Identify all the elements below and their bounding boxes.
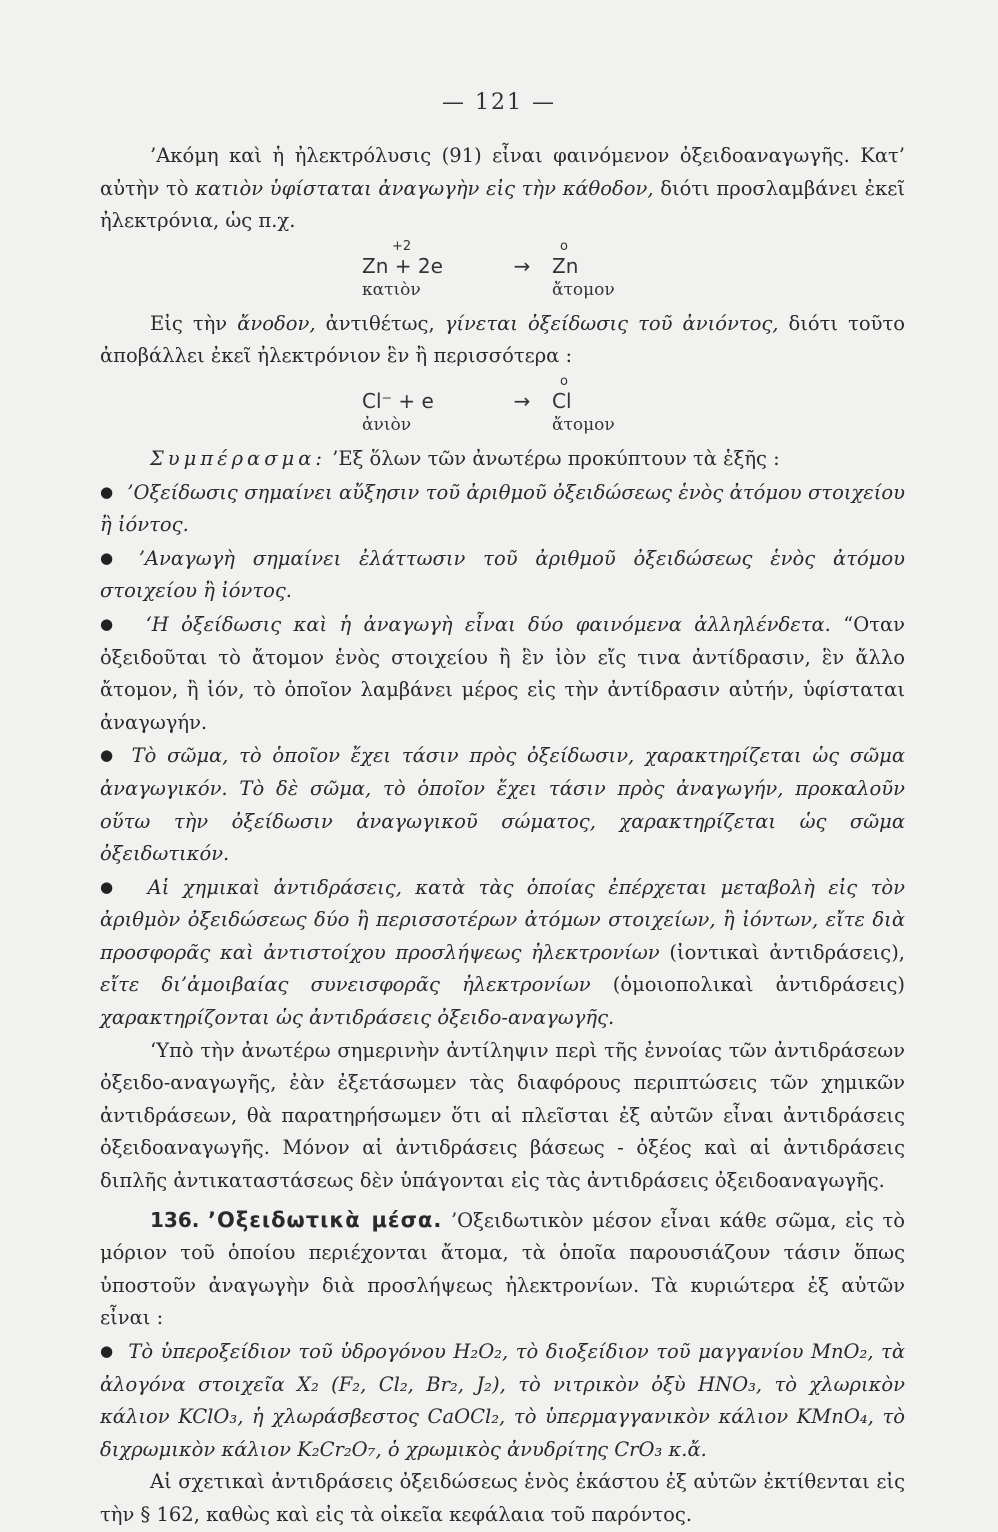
bullet-text: ’Οξείδωσις σημαίνει αὔξησιν τοῦ ἀριθμοῦ ὀξειδώσεως ἑνὸς ἀτόμου στοιχείου ἢ ἰόντος. [100, 480, 905, 537]
italic-span: Αἱ χημικαὶ ἀντιδράσεις, κατὰ τὰς ὁποίας ἐπέρχεται μεταβολὴ εἰς τὸν ἀριθμὸν ὀξειδώσεως δύο ἢ περισσοτέρων ἀτόμων στοιχείων, ἢ ἰόντων, εἴτε διὰ προσφορᾶς καὶ ἀντιστοίχου προσλήψεως ἠλεκτρονίων [100, 875, 905, 964]
bullet-text: Τὸ ὑπεροξείδιον τοῦ ὑδρογόνου H₂O₂, τὸ διοξείδιον τοῦ μαγγανίου MnO₂, τὰ ἀλογόνα στοιχεῖα X₂ (F₂, Cl₂, Br₂, J₂), τὸ νιτρικὸν ὀξὺ HNO₃, τὸ χλωρικὸν κάλιον KClO₃, ἡ χλωράσβεστος CaOCl₂, τὸ ὑπερμαγγανικὸν κάλιον KMnO₄, τὸ διχρωμικὸν κάλιον K₂Cr₂O₇, ὁ χρωμικὸς ἀνυδρίτης CrO₃ κ.ἄ. [100, 1340, 905, 1461]
text-span: διότι προσλαμβάνει ἐκεῖ ἠλεκτρόνια, ὡς π.χ. [100, 176, 906, 233]
equation-chlorine [362, 375, 905, 437]
bullet-text: ’Αναγωγὴ σημαίνει ἐλάττωσιν τοῦ ἀριθμοῦ ὀξειδώσεως ἑνὸς ἀτόμου στοιχείου ἢ ἰόντος. [100, 546, 905, 603]
bullet-reduction [100, 542, 905, 608]
section-136 [100, 1204, 905, 1335]
italic-span: χαρακτηρίζονται ὡς ἀντιδράσεις ὀξειδο-αναγωγῆς. [100, 1006, 615, 1030]
oxidation-zero: o [560, 238, 568, 254]
text-span: (ἰοντικαὶ ἀντιδράσεις), [669, 940, 905, 964]
paragraph-anode [100, 308, 905, 373]
italic-span: εἴτε δι’ἀμοιβαίας συνεισφορᾶς ἠλεκτρονίων [100, 973, 591, 997]
text-span: (ὁμοιοπολικαὶ ἀντιδράσεις) [612, 973, 906, 997]
equation-right: Zn [552, 253, 579, 278]
italic-span: ‘Η ὀξείδωσις καὶ ἡ ἀναγωγὴ εἶναι δύο φαινόμενα ἀλληλένδετα. [145, 612, 831, 636]
bullet-text: “Οταν ὀξειδοῦται τὸ ἄτομον ἑνὸς στοιχείου ἢ ἓν ἰὸν εἴς τινα ἀντίδρασιν, ἓν ἄλλο ἄτομον, ἢ ἰόν, τὸ ὁποῖον λαμβάνει μέρος εἰς τὴν ἀντίδρασιν αὐτήν, ὑφίσταται ἀναγωγήν. [100, 612, 906, 734]
text-span: Εἰς τὴν [150, 311, 228, 335]
conclusion-label: Συμπέρασμα: [150, 446, 326, 470]
bullet-oxidizers-list [100, 1335, 905, 1466]
arrow-icon: → [513, 253, 531, 278]
text-span: διότι τοῦτο ἀποβάλλει ἐκεῖ ἠλεκτρόνιον ἓν ἢ περισσότερα : [100, 311, 906, 368]
section-number: 136. [150, 1207, 200, 1232]
atom-label: ἄτομον [552, 279, 615, 300]
equation-zinc [362, 240, 905, 302]
page-number: — 121 — [442, 90, 556, 115]
bullet-interdependent [100, 608, 905, 739]
atom-label: ἄτομον [552, 414, 615, 435]
arrow-icon: → [513, 388, 531, 413]
equation-right: Cl [552, 388, 572, 413]
section-text: ’Οξειδωτικὸν μέσον εἶναι κάθε σῶμα, εἰς τὸ μόριον τοῦ ὁποίου περιέχονται ἄτομα, τὰ ὁποῖα παρουσιάζουν τάσιν ὅπως ὑποστοῦν ἀναγωγὴν διὰ προσλήψεως ἠλεκτρονίων. Τὰ κυριώτερα ἐξ αὐτῶν εἶναι : [100, 1208, 905, 1330]
paragraph-electrolysis [100, 140, 905, 238]
paragraph-modern-view: ‘Υπὸ τὴν ἀνωτέρω σημερινὴν ἀντίληψιν περὶ τῆς ἐννοίας τῶν ἀντιδράσεων ὀξειδο-αναγωγῆς, ἐὰν ἐξετάσωμεν τὰς διαφόρους περιπτώσεις τῶν χημικῶν ἀντιδράσεων, θὰ παρατηρήσωμεν ὅτι αἱ πλεῖσται ἐξ αὐτῶν εἶναι ἀντιδράσεις ὀξειδοαναγωγῆς. Μόνον αἱ ἀντιδράσεις βάσεως - ὀξέος καὶ αἱ ἀντιδράσεις διπλῆς ἀντικαταστάσεως δὲν ὑπάγονται εἰς τὰς ἀντιδράσεις ὀξειδοαναγωγῆς. [100, 1038, 905, 1193]
bullet-redox-reactions [100, 871, 905, 1035]
bullet-oxidation [100, 476, 905, 542]
anion-label: ἀνιὸν [362, 414, 412, 435]
oxidation-zero: o [560, 373, 568, 389]
italic-span: ἄνοδον, [237, 311, 316, 335]
bullet-text: Τὸ σῶμα, τὸ ὁποῖον ἔχει τάσιν πρὸς ὀξείδωσιν, χαρακτηρίζεται ὡς σῶμα ἀναγωγικόν. Τὸ δὲ σῶμα, τὸ ὁποῖον ἔχει τάσιν πρὸς ἀναγωγήν, προκαλοῦν οὕτω τὴν ὀξείδωσιν ἀναγωγικοῦ σώματος, χαρακτηρίζεται ὡς σῶμα ὀξειδωτικόν. [100, 744, 905, 866]
paragraph-reference: Αἱ σχετικαὶ ἀντιδράσεις ὀξειδώσεως ἑνὸς ἑκάστου ἐξ αὐτῶν ἐκτίθενται εἰς τὴν § 162, καθὼς καὶ εἰς τὰ οἰκεῖα κεφάλαια τοῦ παρόντος. [100, 1470, 905, 1526]
equation-left: Cl⁻ + e [362, 388, 434, 413]
text-span: ἀντιθέτως, [325, 311, 435, 335]
italic-span: γίνεται ὀξείδωσις τοῦ ἀνιόντος, [444, 311, 779, 335]
section-title: ’Οξειδωτικὰ μέσα. [207, 1207, 443, 1232]
page-body [100, 140, 905, 1532]
text-span: ’Ακόμη καὶ ἡ ἠλεκτρόλυσις (91) εἶναι φαινόμενον ὀξειδοαναγωγῆς. Κατ’ αὐτὴν τὸ [100, 144, 905, 200]
cation-label: κατιὸν [362, 279, 421, 300]
conclusion-heading [100, 443, 905, 476]
charge-label: +2 [392, 238, 412, 254]
bullet-reducing-agent [100, 739, 905, 870]
equation-left: Zn + 2e [362, 253, 443, 278]
text-span: ’Εξ ὅλων τῶν ἀνωτέρω προκύπτουν τὰ ἑξῆς : [332, 446, 780, 470]
italic-span: κατιὸν ὑφίσταται ἀναγωγὴν εἰς τὴν κάθοδον, [195, 176, 654, 200]
